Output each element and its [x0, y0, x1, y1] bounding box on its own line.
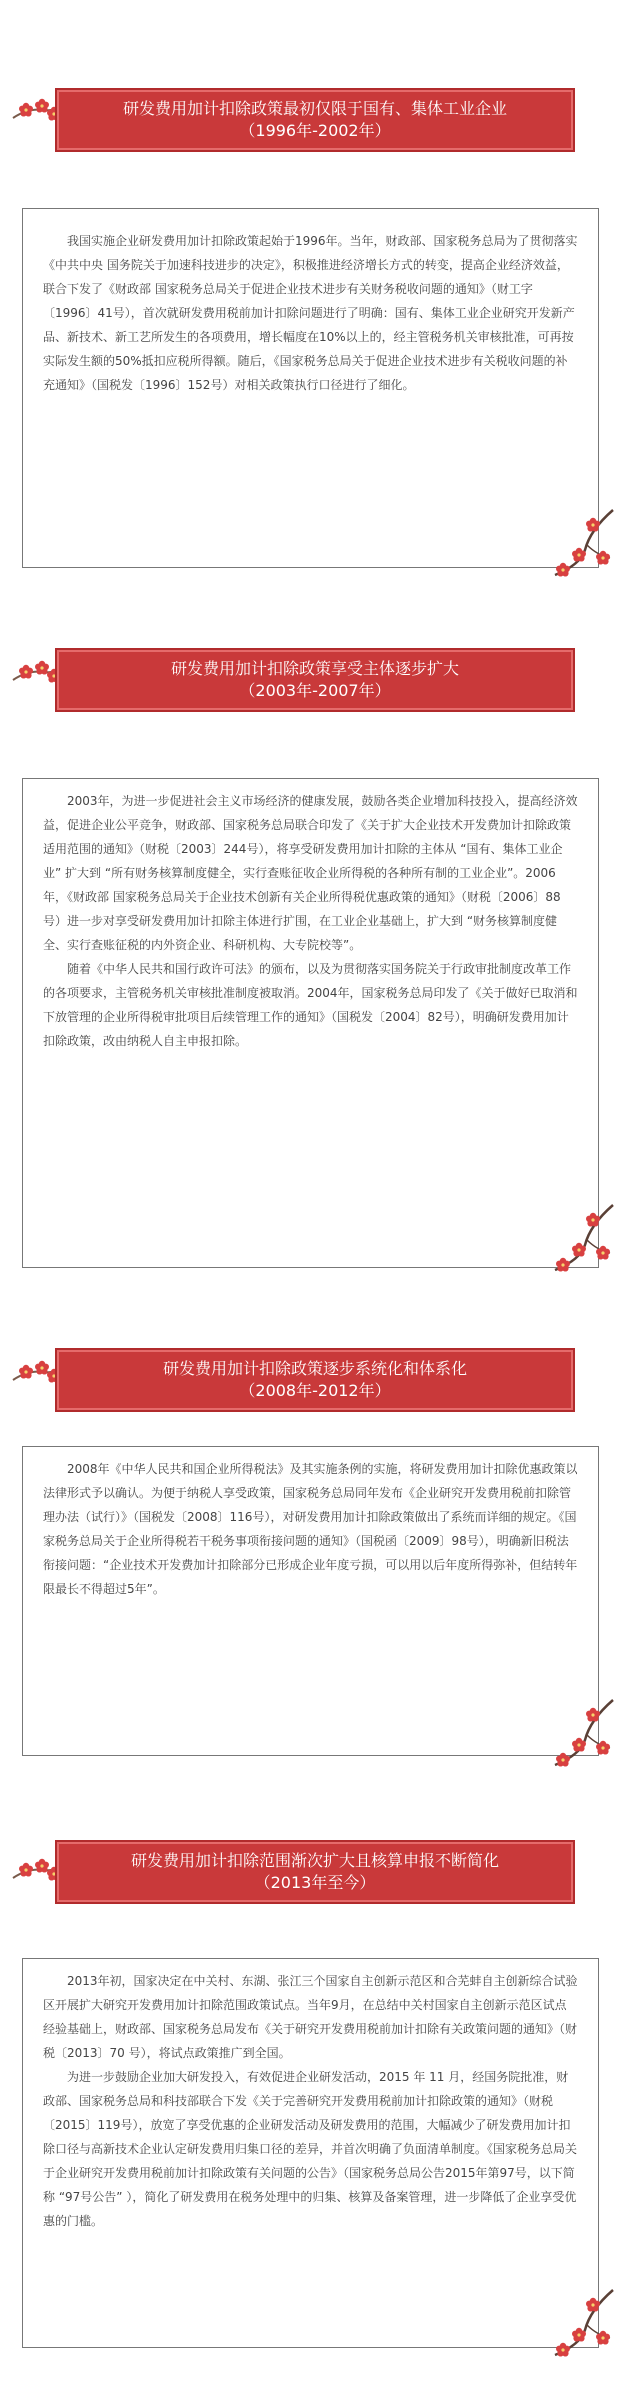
section-3-banner: [55, 1348, 575, 1412]
paragraph: 我国实施企业研发费用加计扣除政策起始于1996年。当年，财政部、国家税务总局为了贯彻落实《中共中央 国务院关于加速科技进步的决定》，积极推进经济增长方式的转变，提高企业经济效益，联合下发了《财政部 国家税务总局关于促进企业技术进步有关财务税收问题的通知》（财工字〔1996〕41号），首次就研发费用税前加计扣除问题进行了明确：国有、集体工业企业研究开发新产品、新技术、新工艺所发生的各项费用，增长幅度在10%以上的，经主管税务机关审核批准，可再按实际发生额的50%抵扣应税所得额。随后，《国家税务总局关于促进企业技术进步有关税收问题的补充通知》（国税发〔1996〕152号）对相关政策执行口径进行了细化。: [43, 234, 578, 392]
plum-blossom-icon: [535, 2280, 615, 2360]
paragraph: 2013年初，国家决定在中关村、东湖、张江三个国家自主创新示范区和合芜蚌自主创新综合试验区开展扩大研究开发费用加计扣除范围政策试点。当年9月，在总结中关村国家自主创新示范区试点经验基础上，财政部、国家税务总局发布《关于研究开发费用税前加计扣除有关政策问题的通知》（财税〔2013〕70 号），将试点政策推广到全国。: [43, 1974, 578, 2060]
paragraph: 随着《中华人民共和国行政许可法》的颁布，以及为贯彻落实国务院关于行政审批制度改革工作的各项要求，主管税务机关审核批准制度被取消。2004年，国家税务总局印发了《关于做好已取消和下放管理的企业所得税审批项目后续管理工作的通知》（国税发〔2004〕82号），明确研发费用加计扣除政策，改由纳税人自主申报扣除。: [43, 962, 578, 1048]
section-3-title: 研发费用加计扣除政策逐步系统化和体系化: [162, 1359, 467, 1378]
section-4-period: （2013年至今）: [254, 1873, 376, 1892]
section-2-content: [22, 778, 599, 1268]
section-1-banner: [55, 88, 575, 152]
section-2-banner: [55, 648, 575, 712]
plum-blossom-icon: [535, 500, 615, 580]
section-4-title: 研发费用加计扣除范围渐次扩大且核算申报不断简化: [130, 1851, 499, 1870]
section-4-content-1: [22, 1958, 599, 2348]
section-1-period: （1996年-2002年）: [239, 121, 391, 140]
section-3-period: （2008年-2012年）: [239, 1381, 391, 1400]
paragraph: 2008年《中华人民共和国企业所得税法》及其实施条例的实施，将研发费用加计扣除优惠政策以法律形式予以确认。为便于纳税人享受政策，国家税务总局同年发布《企业研究开发费用税前扣除管理办法（试行）》（国税发〔2008〕116号），对研发费用加计扣除政策做出了系统而详细的规定。《国家税务总局关于企业所得税若干税务事项衔接问题的通知》（国税函〔2009〕98号），明确新旧税法衔接问题：“企业技术开发费加计扣除部分已形成企业年度亏损，可以用以后年度所得弥补，但结转年限最长不得超过5年”。: [43, 1462, 578, 1596]
plum-blossom-icon: [535, 1195, 615, 1275]
section-4-banner: [55, 1840, 575, 1904]
plum-blossom-icon: [535, 1690, 615, 1770]
section-1-title: 研发费用加计扣除政策最初仅限于国有、集体工业企业: [122, 99, 507, 118]
section-2-title: 研发费用加计扣除政策享受主体逐步扩大: [170, 659, 459, 678]
section-1-content: [22, 208, 599, 568]
paragraph: 2003年，为进一步促进社会主义市场经济的健康发展，鼓励各类企业增加科技投入，提高经济效益，促进企业公平竞争，财政部、国家税务总局联合印发了《关于扩大企业技术开发费加计扣除政策适用范围的通知》（财税〔2003〕244号），将享受研发费用加计扣除的主体从 “国有、集体工业企业” 扩大到 “所有财务核算制度健全，实行查账征收企业所得税的各种所有制的工业企业”。2006年，《财政部 国家税务总局关于企业技术创新有关企业所得税优惠政策的通知》（财税〔2006〕88号）进一步对享受研发费用加计扣除主体进行扩围，在工业企业基础上，扩大到 “财务核算制度健全、实行查账征税的内外资企业、科研机构、大专院校等”。: [43, 794, 578, 952]
section-3-content: [22, 1446, 599, 1756]
paragraph: 为进一步鼓励企业加大研发投入，有效促进企业研发活动，2015 年 11 月，经国务院批准，财政部、国家税务总局和科技部联合下发《关于完善研究开发费用税前加计扣除政策的通知》（财税〔2015〕119号），放宽了享受优惠的企业研发活动及研发费用的范围，大幅减少了研发费用加计扣除口径与高新技术企业认定研发费用归集口径的差异，并首次明确了负面清单制度。《国家税务总局关于企业研究开发费用税前加计扣除政策有关问题的公告》（国家税务总局公告2015年第97号，以下简称 “97号公告” ），简化了研发费用在税务处理中的归集、核算及备案管理，进一步降低了企业享受优惠的门槛。: [43, 2070, 578, 2228]
section-2-period: （2003年-2007年）: [239, 681, 391, 700]
